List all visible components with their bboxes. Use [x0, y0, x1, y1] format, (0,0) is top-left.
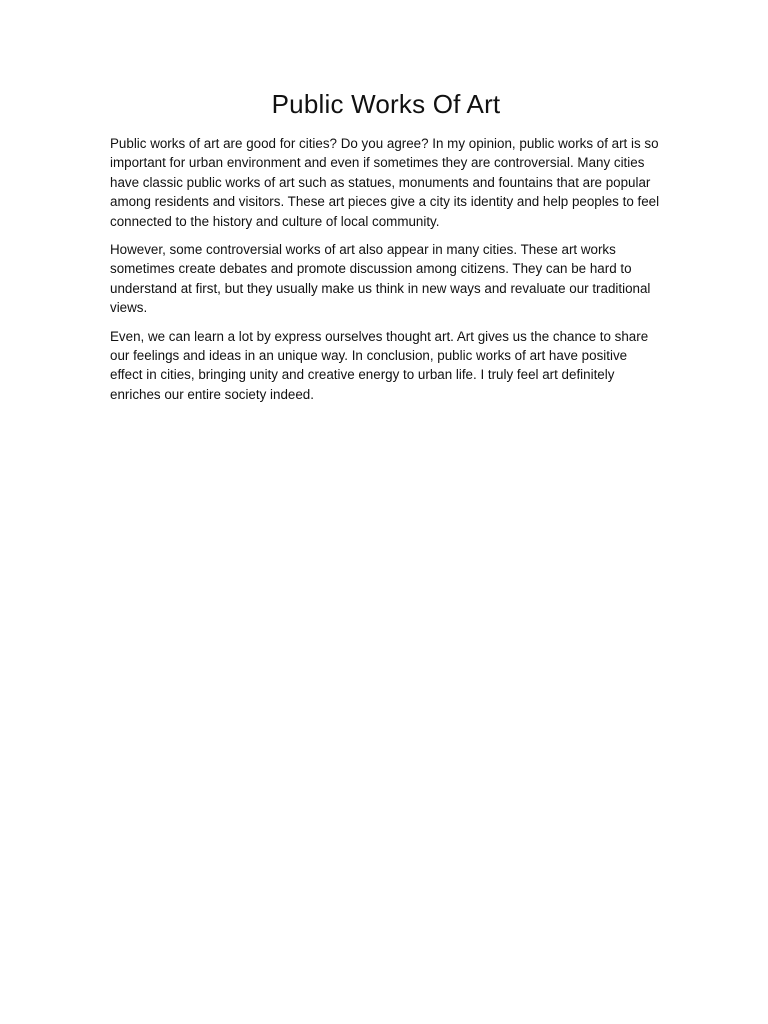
paragraph-conclusion: Even, we can learn a lot by express ourselves thought art. Art gives us the chance to share our feelings and ideas in an unique way. In conclusion, public works of art have positive effect in cities, bringing unity and creative energy to urban life. I truly feel art definitely enriches our entire society indeed. — [110, 328, 649, 402]
document-body — [110, 86, 662, 413]
paragraph-controversy: However, some controversial works of art also appear in many cities. These art works sometimes create debates and promote discussion among citizens. They can be hard to understand at first, but they usually make us think in new ways and revaluate our traditional views. — [110, 242, 651, 316]
document-title: Public Works Of Art — [271, 89, 501, 119]
paragraph-intro: Public works of art are good for cities? Do you agree? In my opinion, public works of art is so important for urban environment and even if sometimes they are controversial. Many cities have classic public works of art such as statues, monuments and fountains that are popular among residents and visitors. These art pieces give a city its identity and help peoples to feel connected to the history and culture of local community. — [110, 136, 660, 229]
